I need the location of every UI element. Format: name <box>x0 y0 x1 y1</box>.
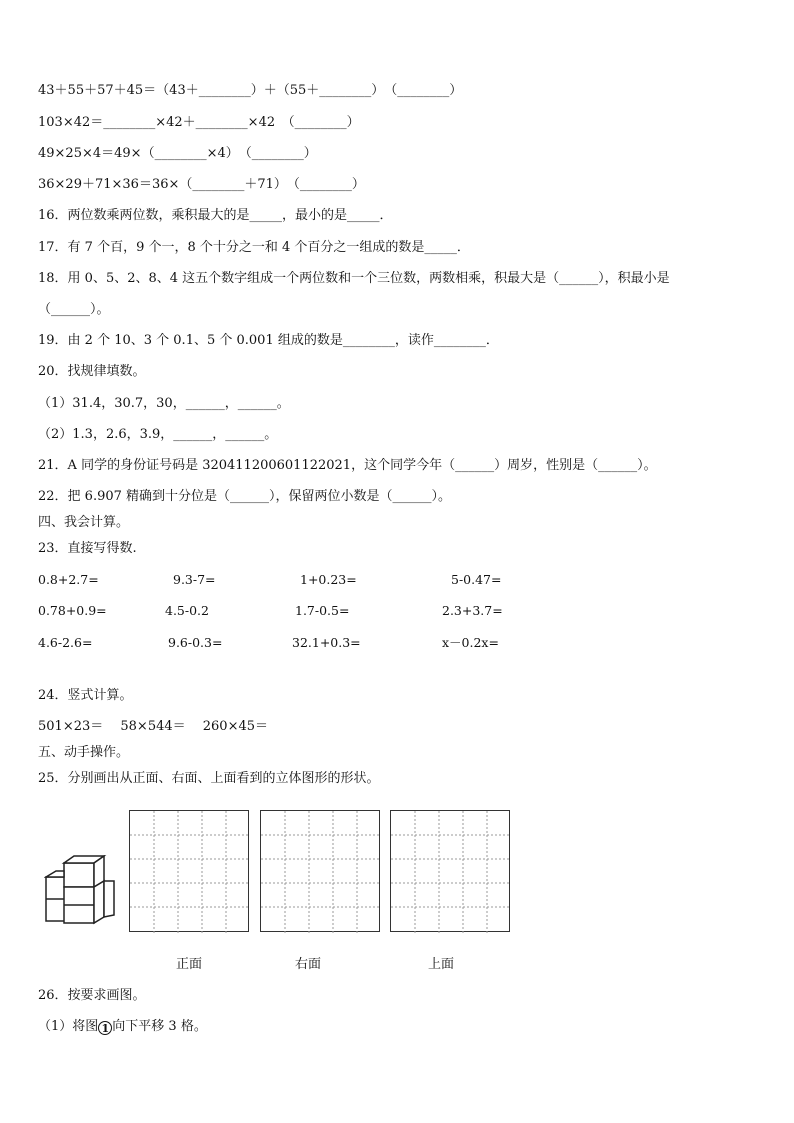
eq-line-1: 43＋55＋57＋45＝（43＋________）＋（55＋________） （________） <box>38 83 463 98</box>
calc-item: 0.8+2.7= <box>38 572 99 587</box>
eq-line-2: 103×42＝________×42＋________×42 （________） <box>38 115 360 130</box>
grid-top[interactable] <box>390 810 510 932</box>
question-18-line-1: 18．用 0、5、2、8、4 这五个数字组成一个两位数和一个三位数，两数相乘，积最大是（______），积最小是 <box>38 271 670 286</box>
calc-item: 2.3+3.7= <box>442 603 503 618</box>
dotted-grid <box>130 811 250 933</box>
calc-item: x－0.2x= <box>442 635 499 650</box>
label-right-view: 右面 <box>295 957 322 972</box>
grid-right[interactable] <box>260 810 380 932</box>
eq-line-4: 36×29＋71×36＝36×（________＋71） （________） <box>38 177 365 192</box>
calc-item: 1+0.23= <box>300 572 357 587</box>
calc-item: 4.6-2.6= <box>38 635 93 650</box>
calc-item: 1.7-0.5= <box>295 603 350 618</box>
calc-item: 9.3-7= <box>173 572 216 587</box>
question-18-line-2: （______）。 <box>38 302 110 317</box>
label-top-view: 上面 <box>428 957 455 972</box>
question-23: 23．直接写得数. <box>38 541 137 556</box>
question-25: 25．分别画出从正面、右面、上面看到的立体图形的形状。 <box>38 771 380 786</box>
section-5-heading: 五、动手操作。 <box>38 745 130 760</box>
question-20-part-2: （2）1.3，2.6，3.9，______，______。 <box>38 427 278 442</box>
question-17: 17．有 7 个百，9 个一，8 个十分之一和 4 个百分之一组成的数是_____． <box>38 240 470 255</box>
label-front-view: 正面 <box>176 957 203 972</box>
question-26-part-1 <box>38 1019 207 1035</box>
calc-item: 5-0.47= <box>451 572 502 587</box>
calc-item: 9.6-0.3= <box>168 635 223 650</box>
calc-item: 32.1+0.3= <box>292 635 361 650</box>
section-4-heading: 四、我会计算。 <box>38 515 130 530</box>
grid-front[interactable] <box>129 810 249 932</box>
eq-line-3: 49×25×4＝49×（________×4） （________） <box>38 146 317 161</box>
dotted-grid <box>391 811 511 933</box>
question-26: 26．按要求画图。 <box>38 988 146 1003</box>
calc-item: 4.5-0.2 <box>165 603 209 618</box>
calc-item: 0.78+0.9= <box>38 603 107 618</box>
q26-part-1-prefix: （1）将图 <box>38 1019 99 1034</box>
dotted-grid <box>261 811 381 933</box>
question-16: 16．两位数乘两位数，乘积最大的是_____，最小的是_____． <box>38 208 393 223</box>
question-22: 22．把 6.907 精确到十分位是（______），保留两位小数是（______）。 <box>38 489 452 504</box>
question-24-items: 501×23＝ 58×544＝ 260×45＝ <box>38 719 269 734</box>
circled-number-1: 1 <box>98 1021 112 1035</box>
question-19: 19．由 2 个 10、3 个 0.1、5 个 0.001 组成的数是________，读作________． <box>38 333 499 348</box>
cube-figure <box>44 855 120 935</box>
question-20-part-1: （1）31.4，30.7，30，______，______。 <box>38 396 290 411</box>
question-20: 20．找规律填数。 <box>38 364 146 379</box>
q26-part-1-suffix: 向下平移 3 格。 <box>112 1019 207 1034</box>
question-24: 24．竖式计算。 <box>38 688 133 703</box>
question-21: 21．A 同学的身份证号码是 320411200601122021，这个同学今年（______）周岁，性别是（______）。 <box>38 458 657 473</box>
